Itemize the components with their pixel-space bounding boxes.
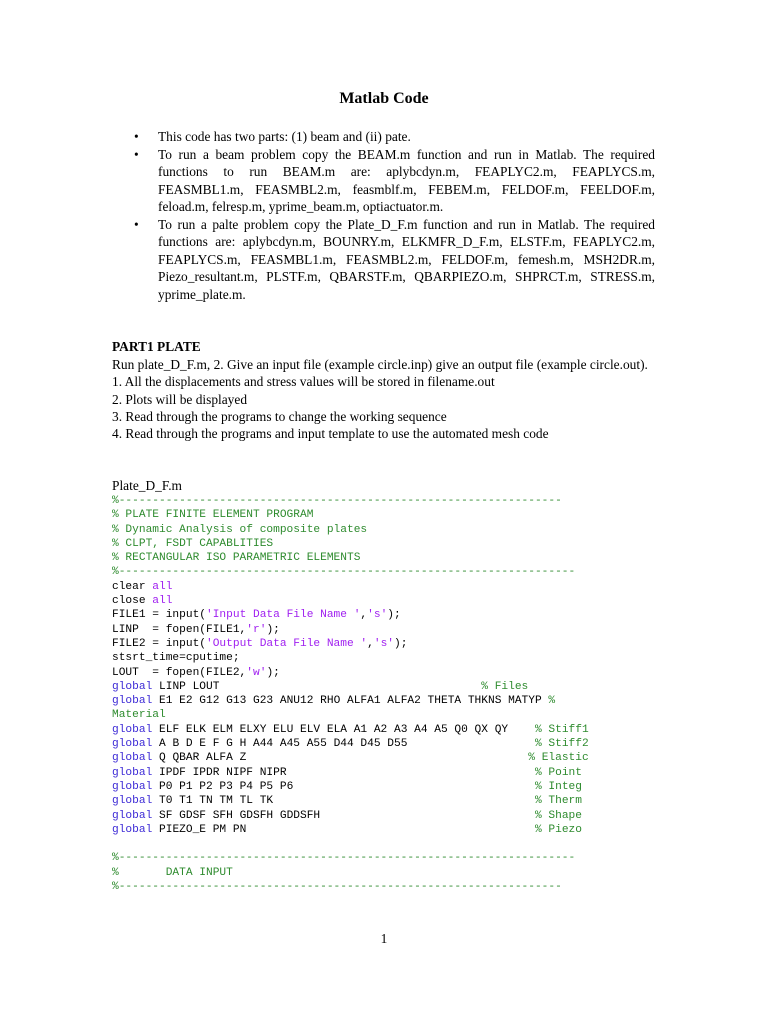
code-comment: % Stiff1 — [534, 723, 589, 736]
code-line — [112, 751, 589, 765]
code-text: ); — [394, 637, 408, 650]
code-listing — [112, 494, 589, 894]
code-keyword: global — [112, 738, 153, 751]
code-line — [112, 880, 589, 894]
code-text: close — [112, 595, 153, 608]
code-keyword: global — [112, 780, 153, 793]
code-line — [112, 623, 589, 637]
code-text: ELF ELK ELM ELXY ELU ELV ELA A1 A2 A3 A4 A5 Q0 QX QY — [152, 723, 535, 736]
code-text: LINP LOUT — [152, 680, 482, 693]
code-text: ); — [266, 666, 280, 679]
code-text: FILE1 = input( — [112, 609, 206, 622]
code-line — [112, 637, 589, 651]
code-text: ); — [266, 623, 280, 636]
code-line — [112, 708, 589, 722]
code-comment: % — [548, 695, 556, 708]
code-string: 's' — [367, 609, 388, 622]
code-keyword: global — [112, 752, 153, 765]
code-line — [112, 594, 589, 608]
code-comment: % RECTANGULAR ISO PARAMETRIC ELEMENTS — [112, 552, 361, 565]
code-comment: % Therm — [534, 795, 582, 808]
code-comment: % Shape — [534, 809, 582, 822]
code-text: , — [367, 637, 374, 650]
code-comment: % CLPT, FSDT CAPABLITIES — [112, 537, 274, 550]
code-line — [112, 837, 589, 851]
code-comment: % Stiff2 — [534, 738, 589, 751]
instruction-line: 1. All the displacements and stress values will be stored in filename.out — [112, 374, 495, 390]
intro-bullet-list — [112, 128, 655, 303]
code-line — [112, 494, 589, 508]
code-comment: % Elastic — [528, 752, 589, 765]
code-line — [112, 608, 589, 622]
code-line — [112, 780, 589, 794]
code-line — [112, 823, 589, 837]
instruction-line: 4. Read through the programs and input template to use the automated mesh code — [112, 426, 549, 442]
code-file-name: Plate_D_F.m — [112, 478, 182, 493]
code-text: T0 T1 TN TM TL TK — [152, 795, 535, 808]
code-string: all — [152, 595, 173, 608]
code-comment: % Dynamic Analysis of composite plates — [112, 523, 368, 536]
bullet-item: • To run a beam problem copy the BEAM.m function and run in Matlab. The required functions to run BEAM.m are: aplybcdyn.m, FEAPLYC2.m, FEAPLYCS.m, FEASMBL1.m, FEASMBL2.m, feasmblf.m, FEBEM.m, FELDOF.m, FEELDOF.m, feload.m, felresp.m, yprime_beam.m, optiactuator.m. — [112, 146, 655, 216]
code-text: SF GDSF SFH GDSFH GDDSFH — [152, 809, 535, 822]
code-line — [112, 537, 589, 551]
code-line — [112, 737, 589, 751]
code-line — [112, 694, 589, 708]
code-string: 's' — [373, 637, 395, 650]
code-comment: %------------------------------------------------------------------ — [112, 881, 562, 894]
page-title: Matlab Code — [339, 90, 429, 107]
code-comment: % PLATE FINITE ELEMENT PROGRAM — [112, 509, 314, 522]
code-text: Q QBAR ALFA Z — [152, 752, 529, 765]
code-comment: %------------------------------------------------------------------ — [112, 495, 562, 507]
code-line — [112, 680, 589, 694]
code-comment: % Integ — [534, 780, 582, 793]
code-text: LOUT = fopen(FILE2, — [112, 666, 247, 679]
code-keyword: global — [112, 823, 153, 836]
code-line — [112, 851, 589, 865]
code-keyword: global — [112, 680, 153, 693]
page-number: 1 — [380, 931, 388, 946]
section-instructions — [112, 356, 657, 442]
code-string: all — [152, 580, 173, 593]
code-string: 'Output Data File Name ' — [206, 637, 368, 650]
code-string: 'r' — [246, 623, 267, 636]
code-comment: % DATA INPUT — [112, 866, 233, 879]
section-heading: PART1 PLATE — [112, 339, 201, 354]
code-text: IPDF IPDR NIPF NIPR — [152, 766, 535, 779]
code-text: , — [360, 609, 368, 622]
code-line — [112, 666, 589, 680]
code-keyword: global — [112, 695, 153, 708]
code-text: ); — [387, 609, 401, 622]
code-line — [112, 523, 589, 537]
code-comment: %-------------------------------------------------------------------- — [112, 566, 576, 579]
instruction-line: 2. Plots will be displayed — [112, 391, 248, 407]
code-line — [112, 508, 589, 522]
code-line — [112, 794, 589, 808]
code-string: 'Input Data File Name ' — [206, 609, 361, 622]
code-text: A B D E F G H A44 A45 A55 D44 D45 D55 — [152, 738, 535, 751]
code-comment: % Point — [534, 766, 582, 779]
code-line — [112, 866, 589, 880]
code-keyword: global — [112, 723, 153, 736]
instruction-line: Run plate_D_F.m, 2. Give an input file (example circle.inp) give an output file (example circle.out). — [112, 357, 648, 372]
code-keyword: global — [112, 809, 153, 822]
code-text: FILE2 = input( — [112, 637, 206, 650]
code-text: stsrt_time=cputime; — [112, 652, 240, 665]
code-text: PIEZO_E PM PN — [152, 823, 535, 836]
code-comment: % Files — [481, 680, 529, 693]
code-line — [112, 651, 589, 665]
code-text: LINP = fopen(FILE1, — [112, 623, 247, 636]
code-text: clear — [112, 580, 153, 593]
code-string: 'w' — [246, 666, 267, 679]
code-keyword: global — [112, 766, 153, 779]
code-comment: % Piezo — [534, 823, 582, 836]
code-line — [112, 809, 589, 823]
code-line — [112, 565, 589, 579]
code-comment: %-------------------------------------------------------------------- — [112, 852, 576, 865]
code-line — [112, 723, 589, 737]
code-keyword: global — [112, 795, 153, 808]
bullet-item: • To run a palte problem copy the Plate_D_F.m function and run in Matlab. The required functions are: aplybcdyn.m, BOUNRY.m, ELKMFR_D_F.m, ELSTF.m, FEAPLYC2.m, FEAPLYCS.m, FEASMBL1.m, FEASMBL2.m, FELDOF.m, femesh.m, MSH2DR.m, Piezo_resultant.m, PLSTF.m, QBARSTF.m, QBARPIEZO.m, SHPRCT.m, STRESS.m, yprime_plate.m. — [112, 216, 655, 304]
code-text: P0 P1 P2 P3 P4 P5 P6 — [152, 780, 535, 793]
instruction-line: 3. Read through the programs to change the working sequence — [112, 408, 447, 424]
code-line — [112, 580, 589, 594]
bullet-item: • This code has two parts: (1) beam and (ii) pate. — [112, 128, 655, 146]
code-line — [112, 551, 589, 565]
code-comment: Material — [112, 709, 166, 722]
code-line — [112, 766, 589, 780]
code-text: E1 E2 G12 G13 G23 ANU12 RHO ALFA1 ALFA2 THETA THKNS MATYP — [152, 695, 549, 708]
